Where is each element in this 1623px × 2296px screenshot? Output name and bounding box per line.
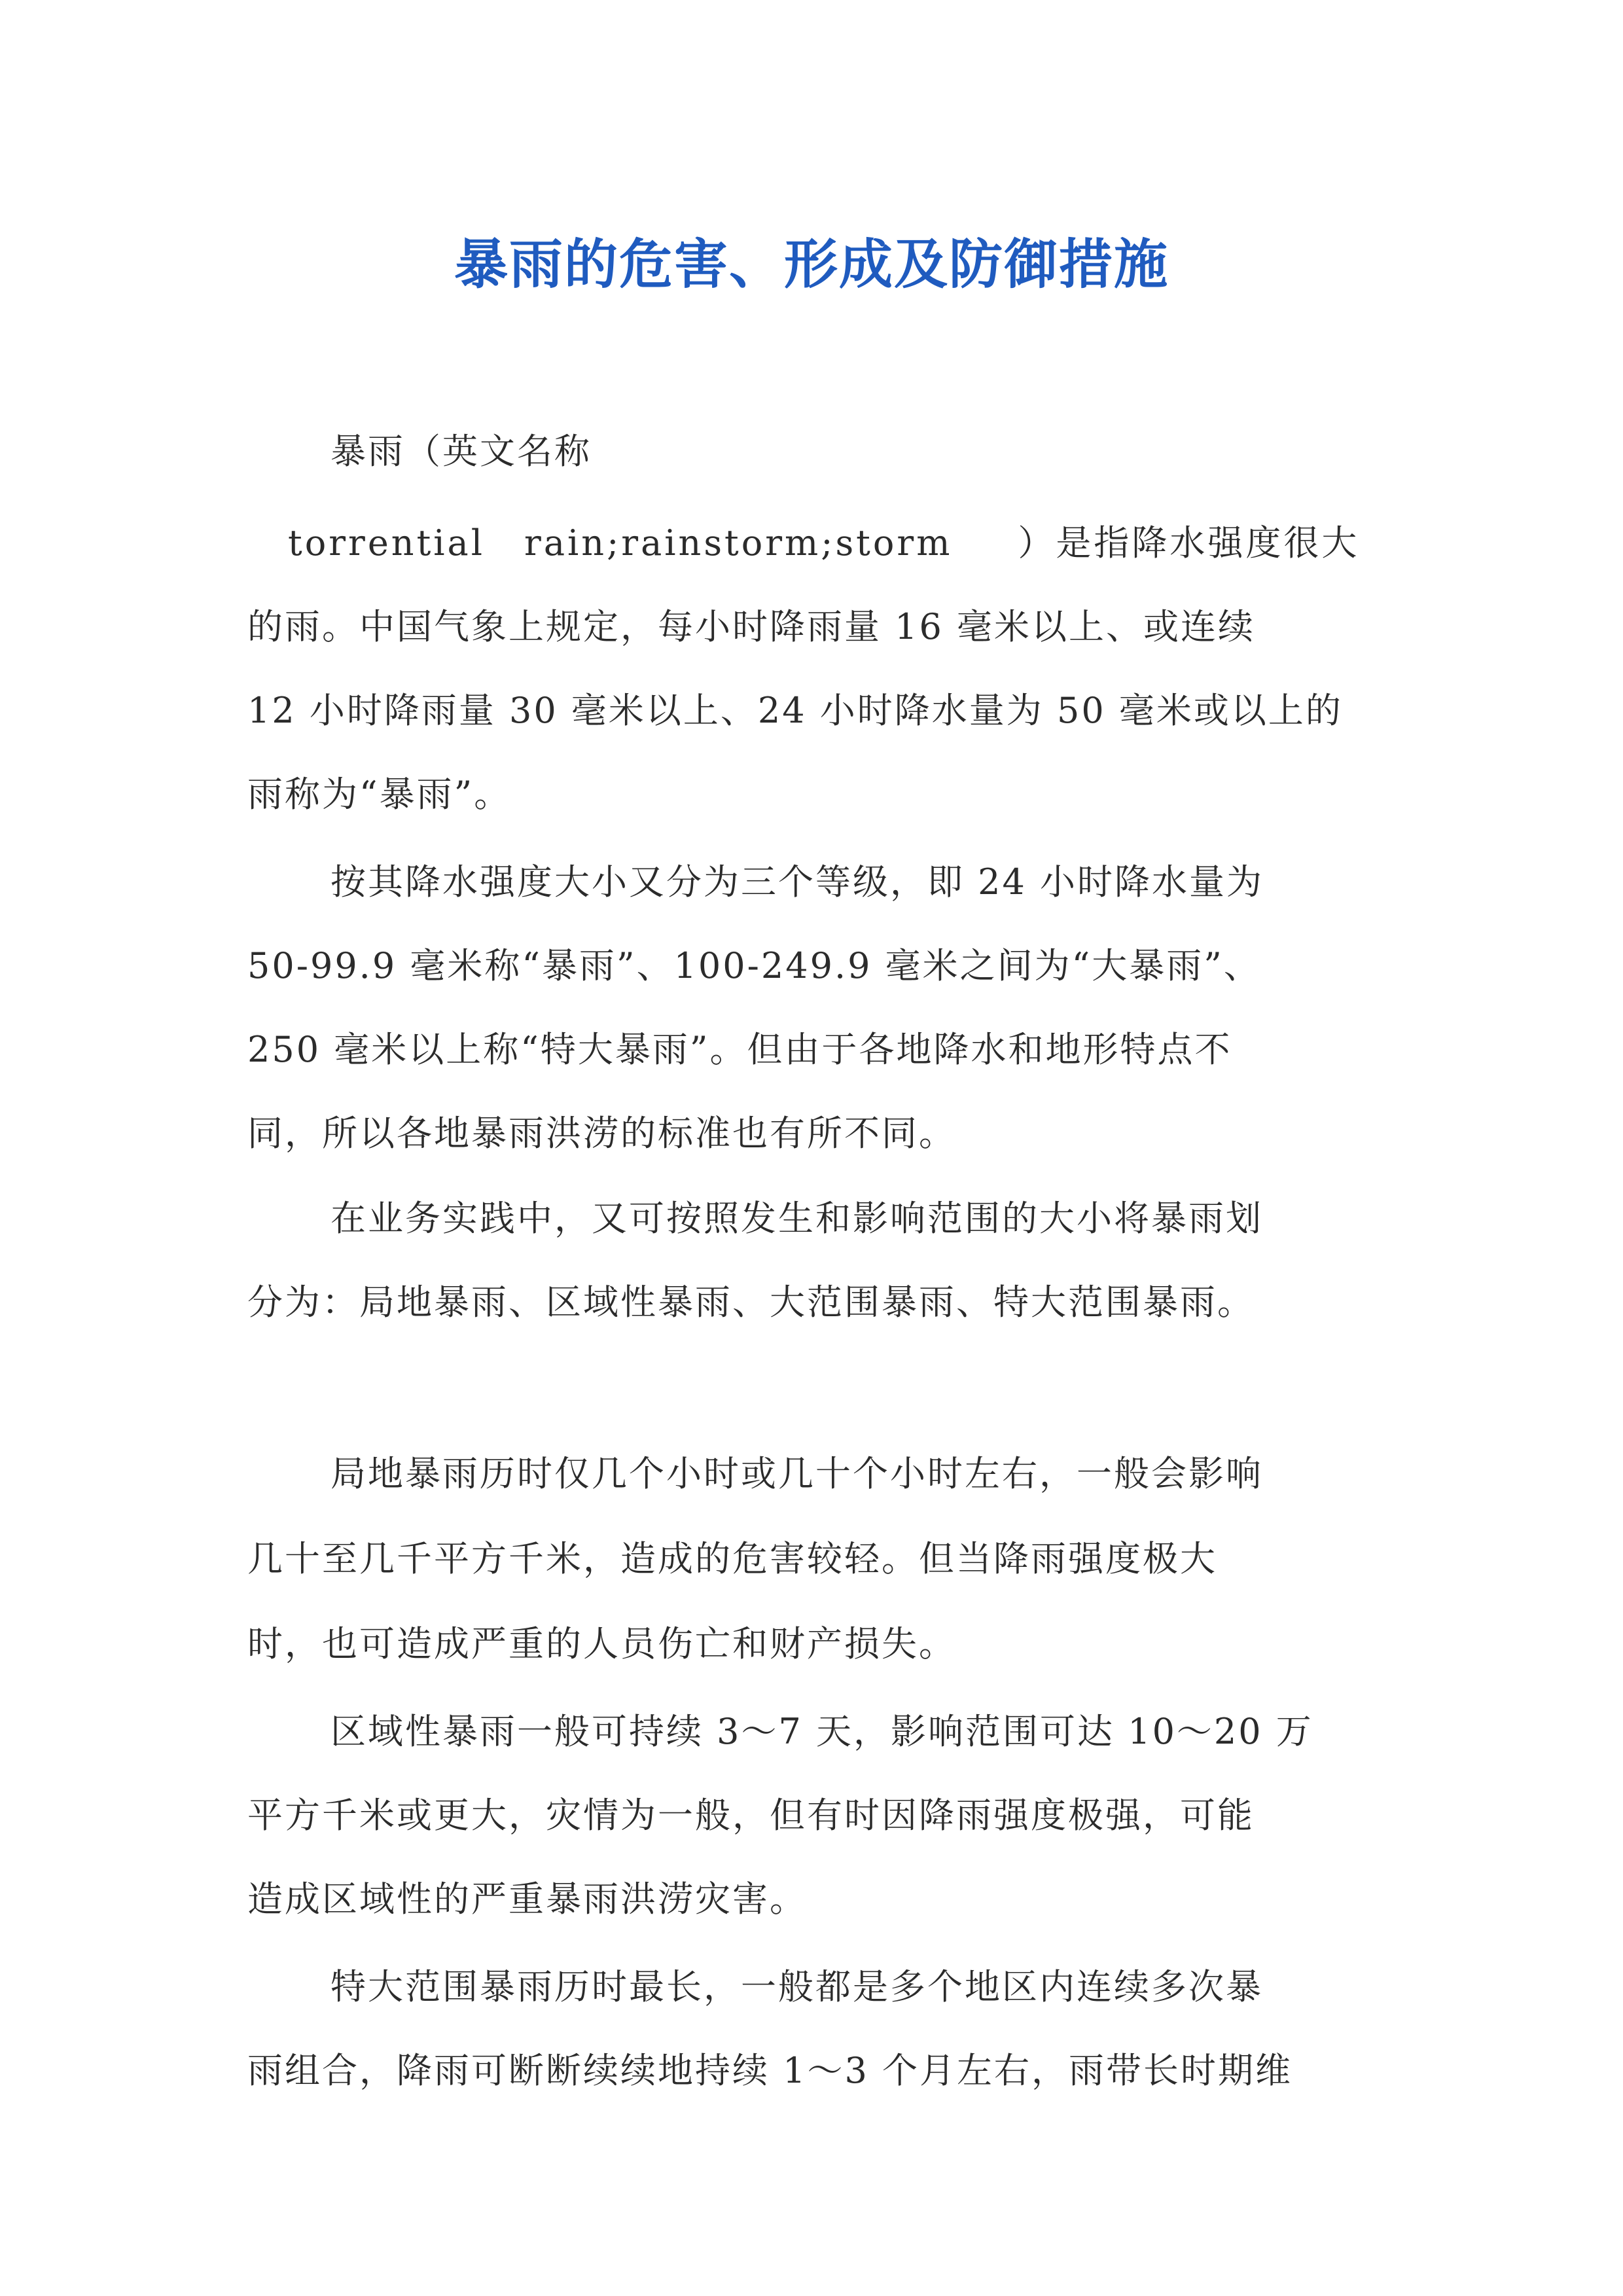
paragraph-line: 按其降水强度大小又分为三个等级，即 24 小时降水量为 — [330, 861, 1264, 903]
paragraph-text: ）是指降水强度很大 — [1018, 522, 1360, 564]
paragraph-line: 雨组合，降雨可断断续续地持续 1～3 个月左右，雨带长时期维 — [247, 2050, 1293, 2091]
paragraph-line — [288, 517, 1359, 569]
paragraph-line: 12 小时降雨量 30 毫米以上、24 小时降水量为 50 毫米或以上的 — [247, 690, 1343, 731]
paragraph-line: 平方千米或更大，灾情为一般，但有时因降雨强度极强，可能 — [247, 1795, 1255, 1836]
paragraph-line: 50-99.9 毫米称“暴雨”、100-249.9 毫米之间为“大暴雨”、 — [247, 945, 1261, 986]
paragraph-line: 几十至几千平方千米，造成的危害较轻。但当降雨强度极大 — [247, 1538, 1217, 1579]
paragraph-line: 特大范围暴雨历时最长，一般都是多个地区内连续多次暴 — [330, 1966, 1263, 2007]
paragraph-line: 250 毫米以上称“特大暴雨”。但由于各地降水和地形特点不 — [247, 1029, 1232, 1070]
paragraph-line: 区域性暴雨一般可持续 3～7 天，影响范围可达 10～20 万 — [330, 1711, 1313, 1752]
paragraph-line: 雨称为“暴雨”。 — [247, 774, 512, 815]
paragraph-line: 同，所以各地暴雨洪涝的标准也有所不同。 — [247, 1113, 956, 1154]
paragraph-line: 分为：局地暴雨、区域性暴雨、大范围暴雨、特大范围暴雨。 — [247, 1282, 1255, 1323]
paragraph-line: 造成区域性的严重暴雨洪涝灾害。 — [247, 1878, 807, 1920]
paragraph-line: 的雨。中国气象上规定，每小时降雨量 16 毫米以上、或连续 — [247, 606, 1256, 647]
page-title: 暴雨的危害、形成及防御措施 — [454, 234, 1169, 296]
latin-term: rain;rainstorm;storm — [524, 522, 953, 564]
paragraph-line: 在业务实践中，又可按照发生和影响范围的大小将暴雨划 — [330, 1198, 1263, 1239]
paragraph-line: 暴雨（英文名称 — [330, 431, 592, 472]
paragraph-line: 局地暴雨历时仅几个小时或几十个小时左右，一般会影响 — [330, 1453, 1263, 1494]
latin-term: torrential — [288, 522, 486, 564]
paragraph-line: 时，也可造成严重的人员伤亡和财产损失。 — [247, 1623, 956, 1664]
